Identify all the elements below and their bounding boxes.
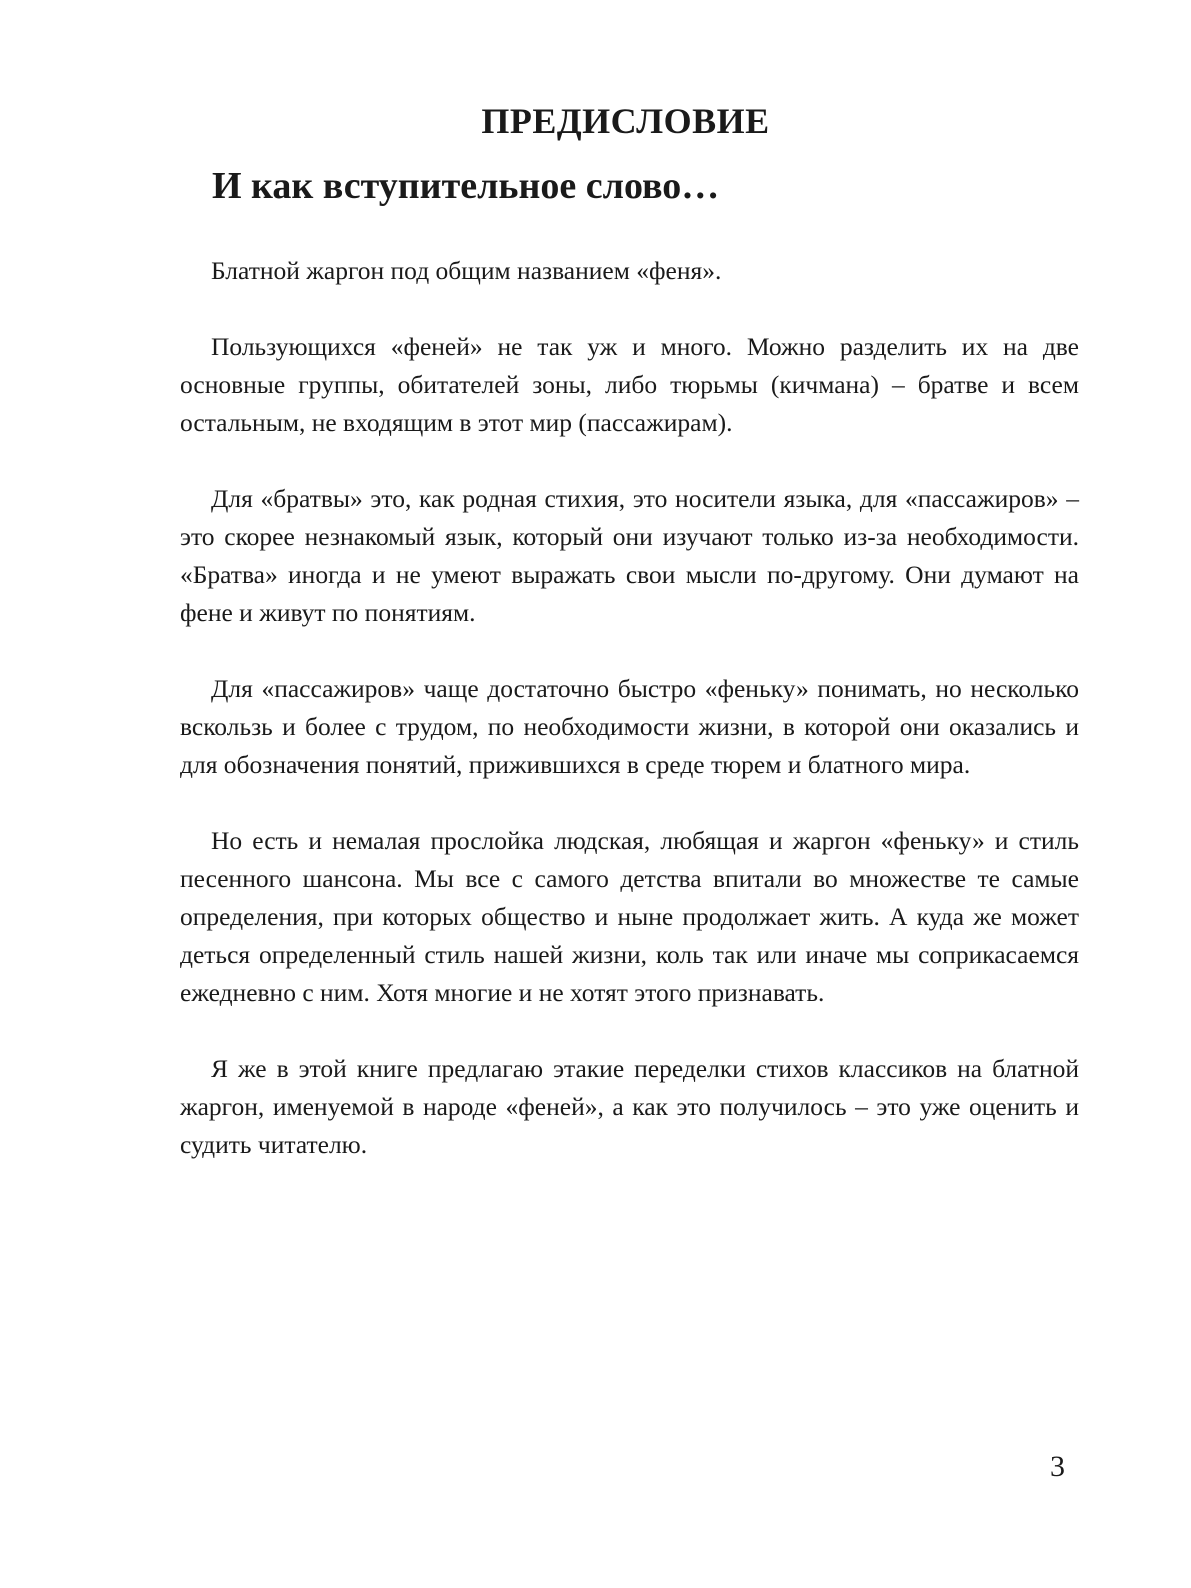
paragraph: Для «пассажиров» чаще достаточно быстро «феньку» понимать, но несколько вскользь и более с трудом, по необходимости жизни, в которой они оказались и для обозначения понятий, прижившихся в среде тюрем и блатного мира. <box>180 674 1079 779</box>
paragraph: Для «братвы» это, как родная стихия, это носители языка, для «пассажиров» – это скорее незнакомый язык, который они изучают только из-за необходимости. «Братва» иногда и не умеют выражать свои мысли по-другому. Они думают на фене и живут по понятиям. <box>180 484 1079 627</box>
section-subtitle: И как вступительное слово… <box>212 165 720 207</box>
paragraph: Но есть и немалая прослойка людская, любящая и жаргон «феньку» и стиль песенного шансона. Мы все с самого детства впитали во множестве те самые определения, при которых общество и ныне продолжает жить. А куда же может деться определенный стиль нашей жизни, коль так или иначе мы соприкасаемся ежедневно с ним. Хотя многие и не хотят этого признавать. <box>180 826 1079 1007</box>
body-text <box>180 252 1079 1202</box>
paragraph: Блатной жаргон под общим названием «феня». <box>211 256 722 285</box>
paragraph: Пользующихся «феней» не так уж и много. Можно разделить их на две основные группы, обитателей зоны, либо тюрьмы (кичмана) – братве и всем остальным, не входящим в этот мир (пассажирам). <box>180 332 1079 437</box>
preface-title: ПРЕДИСЛОВИЕ <box>481 101 770 141</box>
paragraph: Я же в этой книге предлагаю этакие переделки стихов классиков на блатной жаргон, именуемой в народе «феней», а как это получилось – это уже оценить и судить читателю. <box>180 1054 1079 1159</box>
page-number: 3 <box>1050 1450 1065 1483</box>
